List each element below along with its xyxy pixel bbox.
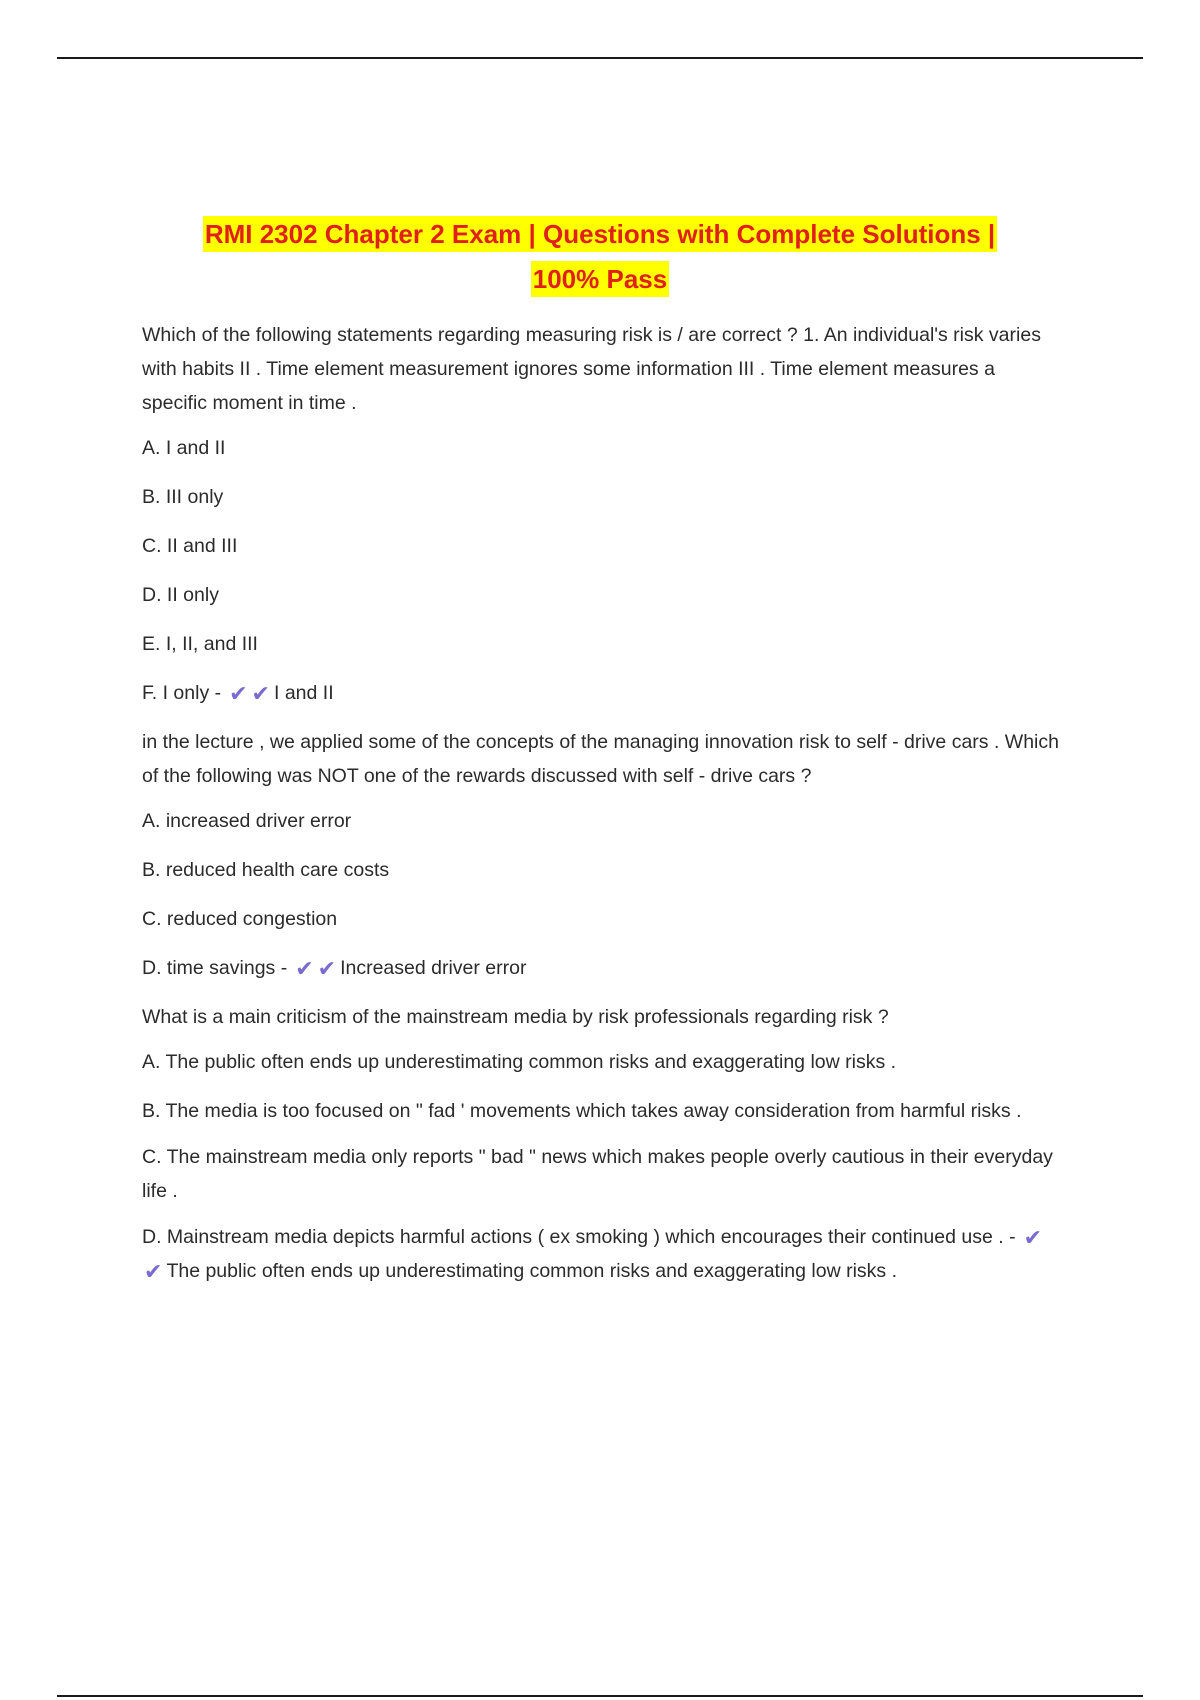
option-d: D. Mainstream media depicts harmful actions ( ex smoking ) which encourages their continued use . - [142,1226,1016,1248]
check-icon: ✔ [251,681,270,706]
option-b: B. III only [142,486,224,508]
check-icon: ✔ [295,956,314,981]
answer-checkmarks [227,682,272,704]
option-d-with-answer [142,951,1062,985]
footer-rule [57,1695,1143,1697]
check-icon: ✔ [1023,1225,1042,1250]
option-c: C. The mainstream media only reports " bad " news which makes people overly cautious in their everyday life . [142,1146,1053,1202]
title-line-1: RMI 2302 Chapter 2 Exam | Questions with Complete Solutions | [203,216,997,252]
question-stem: What is a main criticism of the mainstream media by risk professionals regarding risk ? [142,1006,889,1028]
question-stem: in the lecture , we applied some of the concepts of the managing innovation risk to self - drive cars . Which of the following was NOT one of the rewards discussed with self - drive cars ? [142,731,1059,787]
title-line-2: 100% Pass [531,261,669,297]
question-stem: Which of the following statements regarding measuring risk is / are correct ? 1. An individual's risk varies with habits II . Time element measurement ignores some information III . Time element measures a specific moment in time . [142,324,1041,414]
option-d: D. time savings - [142,957,288,979]
option-c: C. reduced congestion [142,908,338,930]
option-a: A. I and II [142,437,226,459]
check-icon: ✔ [317,956,337,981]
header-rule [57,57,1143,59]
check-icon: ✔ [144,1259,163,1284]
option-e: E. I, II, and III [142,633,258,655]
option-a: A. increased driver error [142,810,352,832]
option-f-with-answer [142,676,1062,710]
answer-checkmarks [293,957,338,979]
answer-text: The public often ends up underestimating common risks and exaggerating low risks . [166,1260,897,1282]
check-icon: ✔ [229,681,248,706]
option-c: C. II and III [142,535,238,557]
answer-text: Increased driver error [340,957,527,979]
exam-content [142,318,1062,1300]
option-d: D. II only [142,584,219,606]
option-b: B. reduced health care costs [142,859,390,881]
page-title [100,212,1100,302]
question-2 [142,725,1062,985]
option-d-with-answer [142,1220,1062,1288]
question-1 [142,318,1062,710]
option-a: A. The public often ends up underestimating common risks and exaggerating low risks . [142,1051,897,1073]
answer-text: I and II [273,682,334,704]
option-b: B. The media is too focused on " fad ' movements which takes away consideration from harmful risks . [142,1100,1022,1122]
option-f: F. I only - [142,682,222,704]
question-3 [142,1000,1062,1288]
